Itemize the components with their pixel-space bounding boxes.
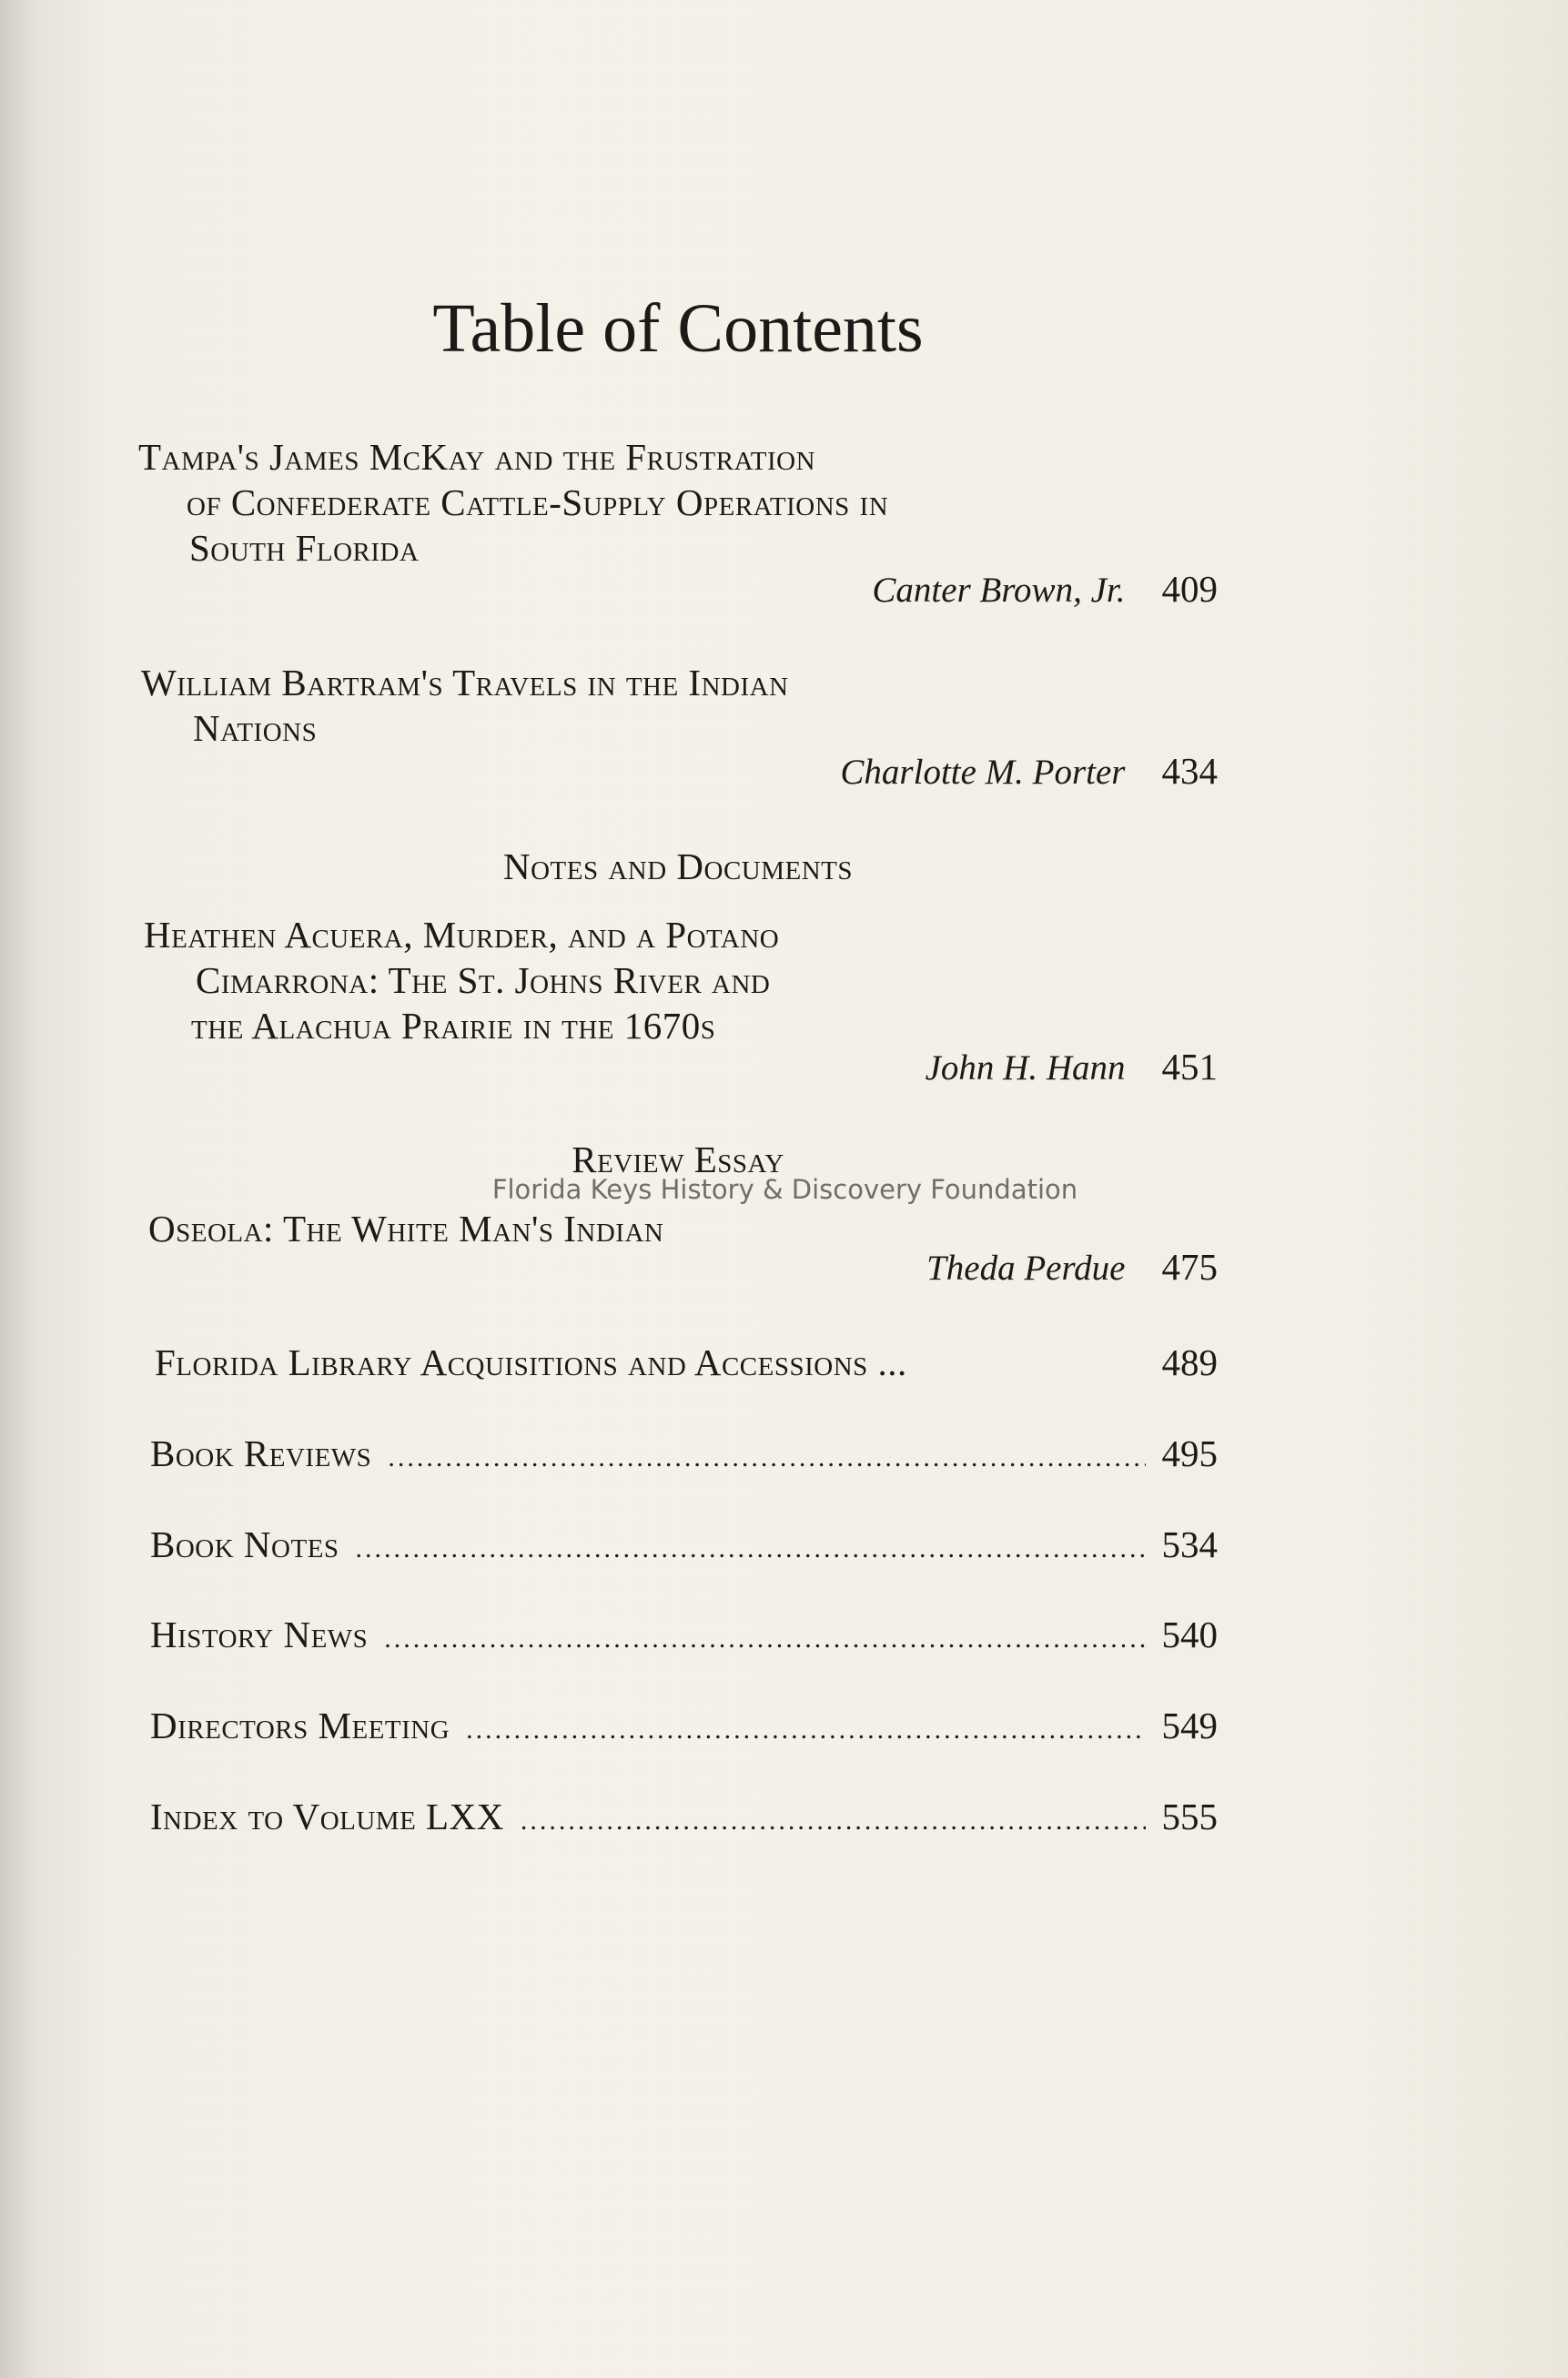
toc-entry: [155, 1341, 1218, 1384]
page-number: 549: [1161, 1705, 1218, 1746]
article-title-line: William Bartram's Travels in the Indian: [141, 662, 789, 703]
toc-entry-label: Book Reviews: [150, 1432, 372, 1474]
dot-leader: [521, 1806, 1146, 1837]
toc-entry: [150, 1523, 1218, 1566]
dot-leader: [466, 1715, 1145, 1746]
page-title: Table of Contents: [432, 290, 924, 367]
page-number: 434: [1161, 750, 1218, 792]
page-number: 489: [1161, 1341, 1218, 1383]
toc-entry: [150, 1613, 1218, 1656]
dot-leader: [388, 1442, 1145, 1473]
article-title-line: Heathen Acuera, Murder, and a Potano: [144, 914, 780, 956]
page-number: 540: [1161, 1614, 1218, 1655]
article-author-row: [926, 1245, 1218, 1289]
page-number: 409: [1161, 568, 1218, 610]
toc-entry-label: Directors Meeting: [150, 1705, 450, 1746]
article-title-line: the Alachua Prairie in the 1670s: [191, 1005, 716, 1047]
page-number: 495: [1161, 1432, 1218, 1474]
article-title-line: Tampa's James McKay and the Frustration: [138, 436, 816, 478]
section-heading-notes: Notes and Documents: [502, 845, 854, 887]
article-author-row: [872, 567, 1218, 611]
toc-entry-label: History News: [150, 1614, 369, 1655]
toc-entry-label: Book Notes: [150, 1523, 339, 1565]
article-author-row: [840, 749, 1218, 793]
page-number: 534: [1161, 1523, 1218, 1565]
page-number: 451: [1161, 1046, 1218, 1088]
article-title-line: of Confederate Cattle-Supply Operations in: [187, 481, 889, 523]
article-author: Canter Brown, Jr.: [872, 571, 1126, 610]
section-heading-review: Review Essay: [572, 1138, 784, 1180]
dot-leader: [384, 1624, 1145, 1654]
toc-entry-label: Florida Library Acquisitions and Accessions ...: [155, 1341, 907, 1383]
toc-entry: [150, 1704, 1218, 1747]
article-author: John H. Hann: [925, 1048, 1126, 1088]
article-author: Theda Perdue: [926, 1249, 1126, 1288]
watermark: Florida Keys History & Discovery Foundation: [491, 1174, 1078, 1205]
article-author: Charlotte M. Porter: [840, 753, 1126, 792]
article-title-line: Nations: [193, 707, 318, 749]
toc-entry: [150, 1795, 1218, 1838]
page-number: 555: [1161, 1796, 1218, 1837]
article-title-line: Cimarrona: The St. Johns River and: [196, 959, 771, 1001]
article-title-line: Oseola: The White Man's Indian: [148, 1208, 664, 1250]
article-author-row: [926, 1045, 1218, 1088]
article-title-line: South Florida: [189, 527, 420, 569]
dot-leader: [356, 1533, 1146, 1564]
page-number: 475: [1161, 1246, 1218, 1288]
toc-entry-label: Index to Volume LXX: [150, 1796, 504, 1837]
toc-entry: [150, 1432, 1218, 1475]
